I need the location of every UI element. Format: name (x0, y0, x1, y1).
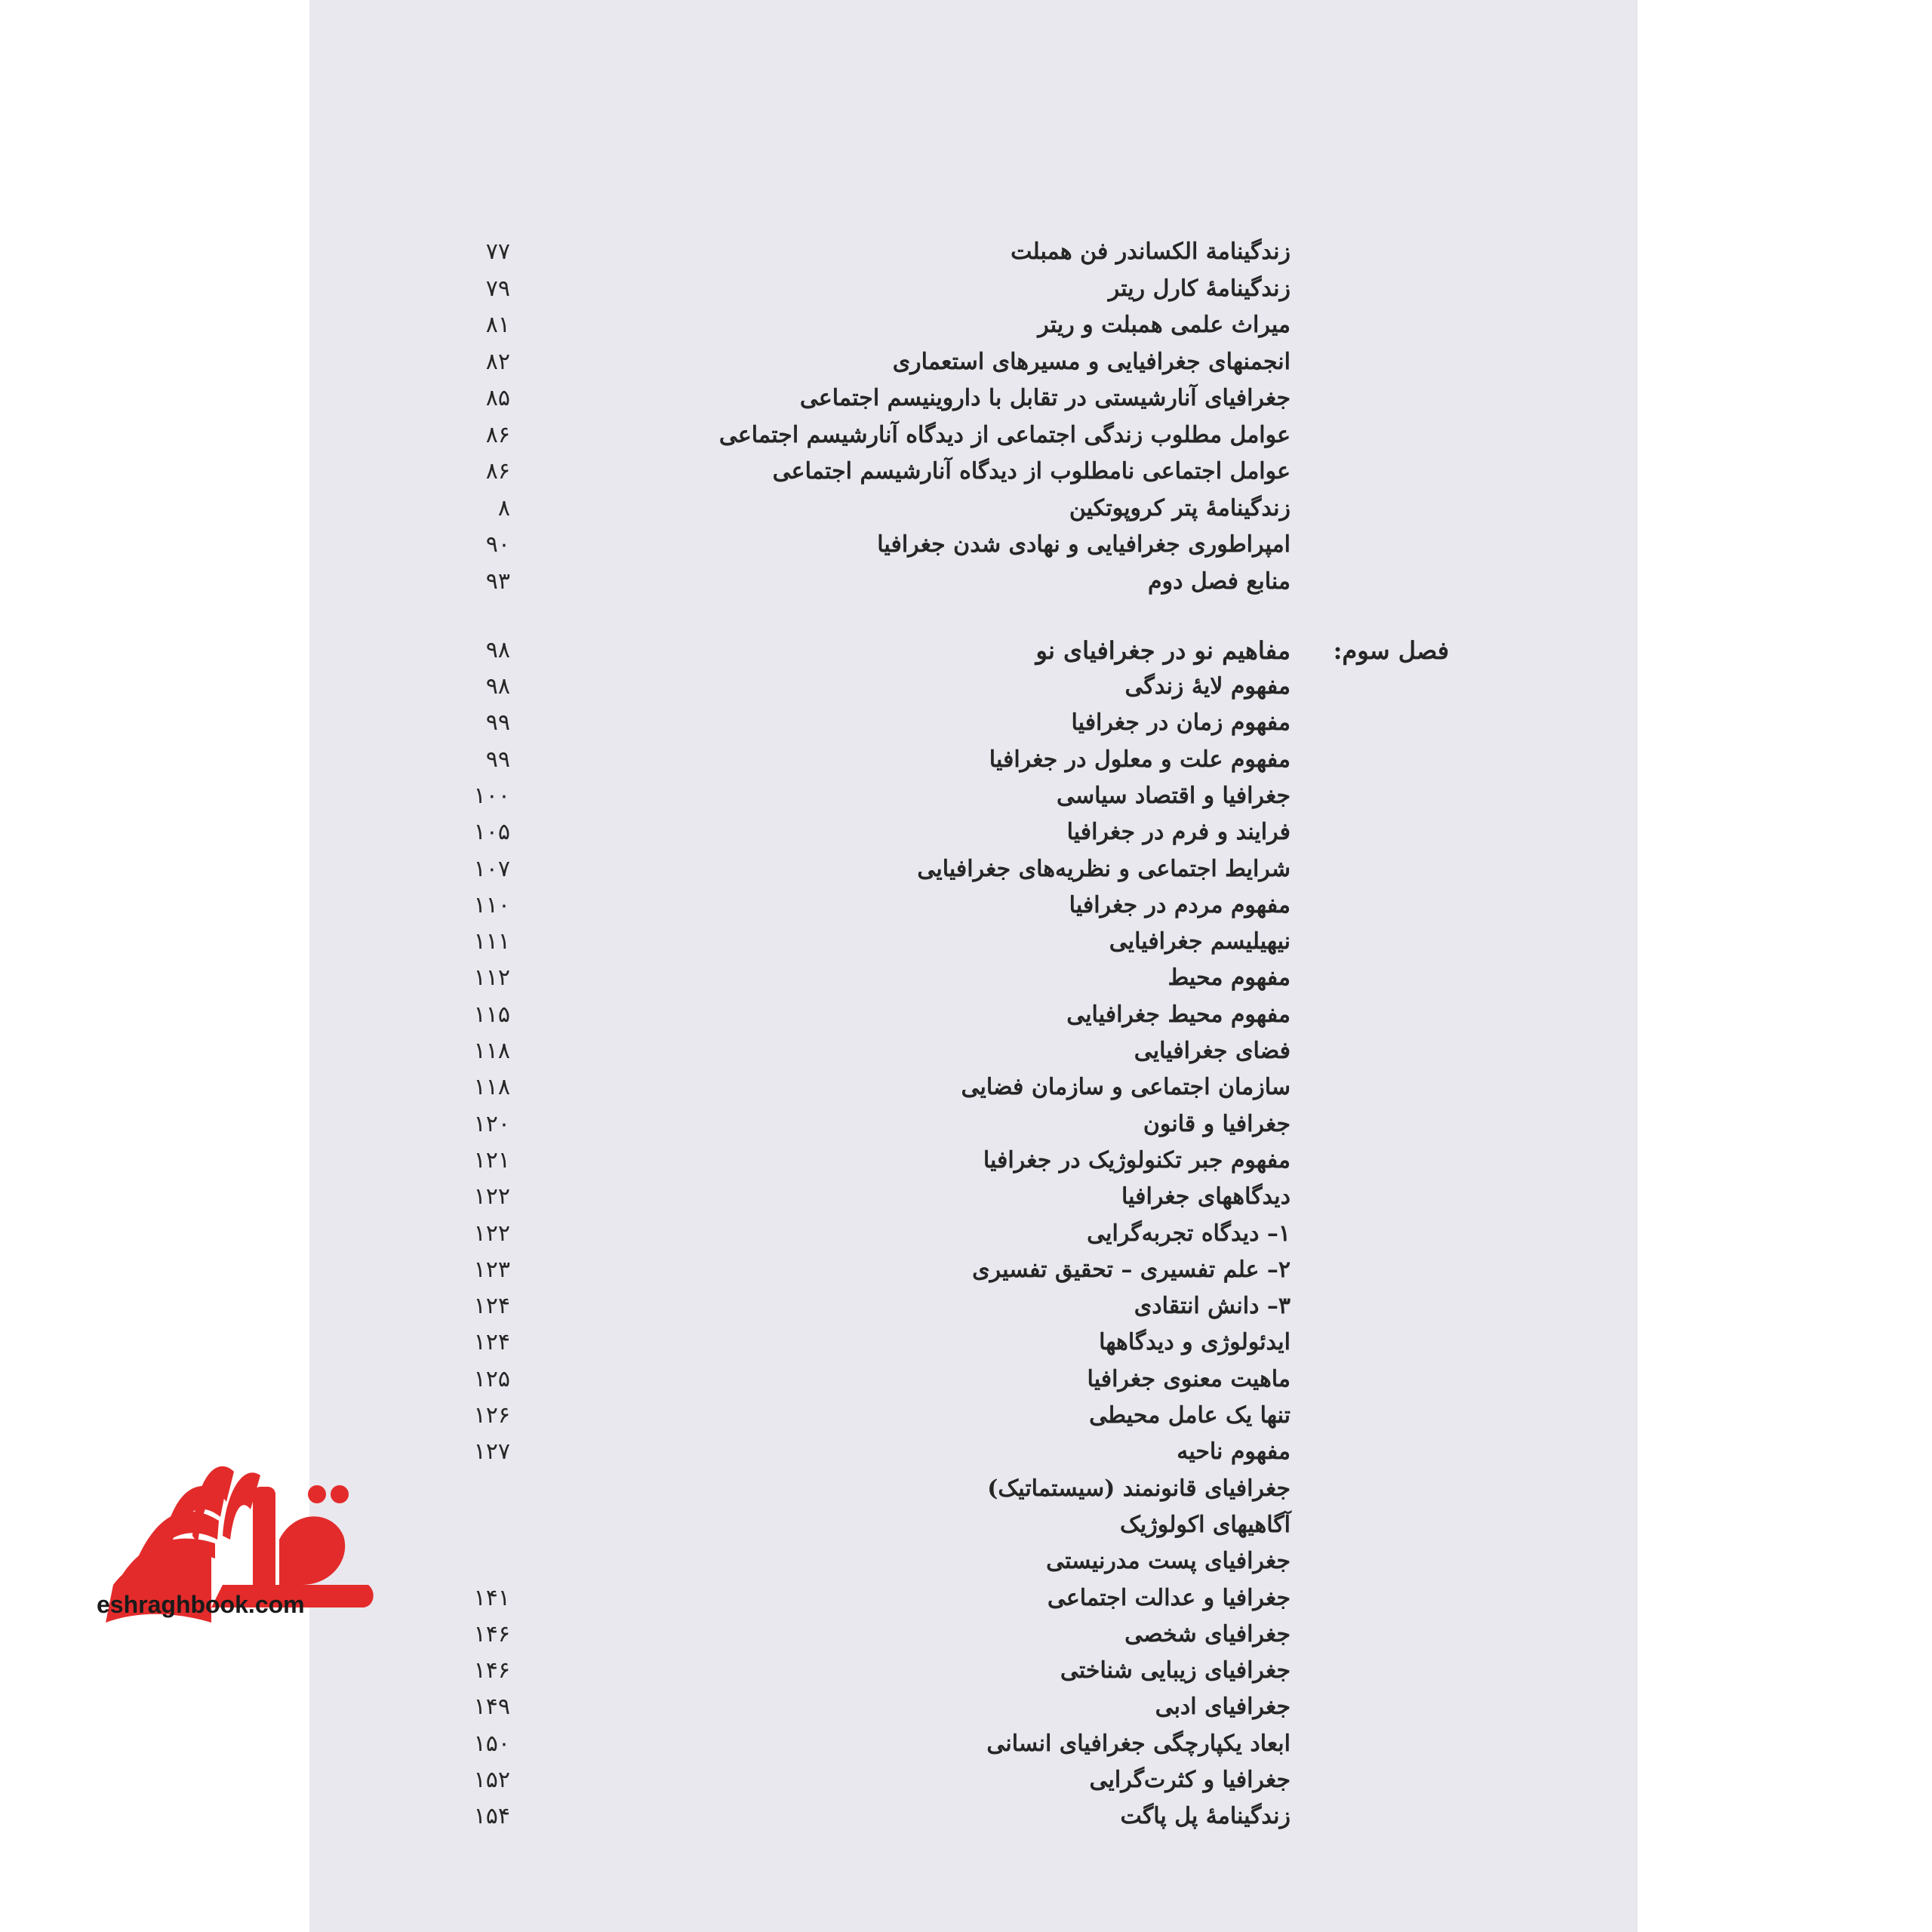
toc-entry-title: جغرافیای زیبایی شناختی (1060, 1657, 1291, 1684)
toc-entry-page-number: ۸۱ (485, 312, 510, 338)
toc-entry (0, 527, 1932, 563)
toc-entry (0, 924, 1932, 960)
toc-entry-page-number: ۱۰۵ (473, 819, 510, 846)
toc-entry (0, 380, 1932, 417)
toc-entry-title: سازمان اجتماعی و سازمان فضایی (961, 1074, 1291, 1101)
toc-entry-title: ابعاد یکپارچگی جغرافیای انسانی (986, 1730, 1291, 1757)
toc-entry (0, 417, 1932, 454)
toc-entry (0, 344, 1932, 380)
chapter-title: مفاهیم نو در جغرافیای نو (1035, 636, 1291, 665)
chapter-heading-row (0, 632, 1932, 669)
toc-entry (0, 1216, 1932, 1252)
toc-entry (0, 742, 1932, 778)
toc-entry-page-number: ۱۲۳ (473, 1256, 510, 1283)
toc-entry-title: منابع فصل دوم (1148, 568, 1291, 595)
toc-entry-title: عوامل اجتماعی نامطلوب از دیدگاه آنارشیسم اجتماعی (772, 458, 1291, 485)
toc-entry (0, 1798, 1932, 1835)
toc-entry-title: مفهوم جبر تکنولوژیک در جغرافیا (983, 1146, 1291, 1174)
toc-entry-page-number: ۱۰۰ (473, 782, 510, 809)
toc-entry-page-number: ۱۴۶ (473, 1620, 510, 1647)
toc-entry-page-number: ۱۴۹ (473, 1694, 510, 1721)
toc-entry (0, 271, 1932, 307)
toc-entry (0, 705, 1932, 741)
toc-entry-page-number: ۱۵۲ (473, 1767, 510, 1793)
toc-entry-page-number: ۹۸ (485, 673, 510, 700)
toc-entry-title: امپراطوری جغرافیایی و نهادی شدن جغرافیا (877, 531, 1291, 558)
toc-entry (0, 307, 1932, 343)
toc-entry (0, 1179, 1932, 1215)
toc-entry-page-number: ۸۶ (485, 458, 510, 485)
toc-entry-page-number: ۸۶ (485, 421, 510, 448)
toc-entry-title: زندگینامة الکساندر فن همبلت (1011, 238, 1291, 265)
toc-entry-page-number: ۹۰ (485, 531, 510, 558)
toc-entry-page-number: ۹۳ (485, 568, 510, 595)
toc-entry (0, 1726, 1932, 1762)
toc-entry-title: مفهوم محیط (1168, 964, 1291, 992)
chapter-page-number: ۹۸ (485, 637, 510, 663)
toc-entry-title: شرایط اجتماعی و نظریه‌های جغرافیایی (917, 855, 1291, 882)
toc-entry (0, 1106, 1932, 1143)
toc-entry (0, 1689, 1932, 1725)
toc-entry-page-number: ۱۲۷ (473, 1438, 510, 1466)
toc-entry (0, 669, 1932, 705)
toc-entry-title: مفهوم ناحیه (1177, 1438, 1291, 1466)
toc-entry-title: مفهوم محیط جغرافیایی (1066, 1001, 1291, 1028)
toc-entry-title: ماهیت معنوی جغرافیا (1087, 1365, 1291, 1392)
toc-entry (0, 234, 1932, 270)
toc-entry (0, 1033, 1932, 1069)
toc-entry-title: زندگینامهٔ پل پاگت (1120, 1803, 1291, 1830)
watermark-url: eshraghbook.com (97, 1591, 305, 1618)
toc-entry-title: ۲– علم تفسیری – تحقیق تفسیری (972, 1256, 1291, 1283)
toc-entry-title: مفهوم لایهٔ زندگی (1124, 673, 1291, 700)
toc-entry-page-number: ۸ (497, 494, 510, 521)
toc-entry-title: فرایند و فرم در جغرافیا (1066, 819, 1291, 846)
toc-entry-title: دیدگاههای جغرافیا (1121, 1183, 1291, 1211)
toc-entry-page-number: ۱۲۵ (473, 1365, 510, 1392)
toc-entry-title: فضای جغرافیایی (1134, 1038, 1291, 1064)
toc-entry-page-number: ۱۱۲ (473, 964, 510, 992)
toc-entry-title: جغرافیا و عدالت اجتماعی (1047, 1584, 1291, 1611)
toc-entry-page-number: ۱۲۰ (473, 1110, 510, 1137)
toc-entry (0, 851, 1932, 888)
toc-entry-page-number: ۱۵۴ (473, 1803, 510, 1830)
toc-entry (0, 1069, 1932, 1106)
toc-entry-page-number: ۷۹ (485, 275, 510, 302)
toc-entry-title: جغرافیای شخصی (1124, 1620, 1291, 1647)
toc-entry-page-number: ۱۲۱ (473, 1146, 510, 1174)
toc-entry (0, 960, 1932, 996)
toc-entry (0, 454, 1932, 490)
toc-entry (0, 778, 1932, 814)
toc-entry-page-number: ۱۲۴ (473, 1329, 510, 1356)
toc-entry-title: ۱– دیدگاه تجربه‌گرایی (1087, 1220, 1291, 1247)
toc-entry-page-number: ۱۲۴ (473, 1293, 510, 1320)
toc-entry-title: جغرافیا و قانون (1143, 1110, 1291, 1137)
toc-entry (0, 888, 1932, 924)
toc-entry-title: جغرافیای آنارشیستی در تقابل با داروینیسم اجتماعی (799, 385, 1291, 411)
toc-entry (0, 814, 1932, 851)
toc-entry-page-number: ۱۴۱ (473, 1584, 510, 1611)
toc-entry-page-number: ۱۱۸ (473, 1074, 510, 1101)
toc-entry-page-number: ۸۲ (485, 348, 510, 375)
toc-entry-page-number: ۱۲۶ (473, 1402, 510, 1429)
toc-entry-page-number: ۱۴۶ (473, 1657, 510, 1684)
toc-entry-title: جغرافیای پست مدرنیستی (1046, 1548, 1291, 1575)
toc-entry-title: ایدئولوژی و دیدگاهها (1099, 1329, 1291, 1356)
toc-entry-page-number: ۱۵۰ (473, 1730, 510, 1757)
toc-entry (0, 1252, 1932, 1288)
toc-entry-title: میراث علمی همبلت و ریتر (1038, 312, 1291, 338)
toc-entry (0, 491, 1932, 527)
toc-entry-title: مفهوم زمان در جغرافیا (1071, 709, 1291, 737)
toc-entry-page-number: ۷۷ (485, 238, 510, 265)
toc-entry-page-number: ۹۹ (485, 709, 510, 737)
toc-entry-title: زندگینامهٔ پتر کروپوتکین (1069, 494, 1291, 521)
toc-entry-title: مفهوم مردم در جغرافیا (1069, 891, 1291, 918)
toc-entry-page-number: ۹۹ (485, 746, 510, 773)
toc-entry-title: جغرافیای ادبی (1155, 1694, 1291, 1721)
toc-entry-title: جغرافیا و اقتصاد سیاسی (1057, 782, 1291, 809)
toc-entry-title: آگاهیهای اکولوژیک (1120, 1511, 1291, 1538)
toc-entry-title: جغرافیای قانونمند (سیستماتیک) (987, 1475, 1291, 1502)
toc-entry (0, 1361, 1932, 1398)
toc-entry-page-number: ۱۱۸ (473, 1038, 510, 1064)
toc-entry (0, 1143, 1932, 1179)
toc-entry (0, 564, 1932, 600)
toc-entry-page-number: ۱۱۱ (473, 928, 510, 955)
toc-entry-title: تنها یک عامل محیطی (1089, 1402, 1291, 1429)
toc-entry-page-number: ۱۱۰ (473, 891, 510, 918)
toc-entry (0, 997, 1932, 1033)
toc-entry-title: انجمنهای جغرافیایی و مسیرهای استعماری (892, 348, 1291, 375)
toc-entry (0, 1288, 1932, 1324)
toc-entry-title: مفهوم علت و معلول در جغرافیا (989, 746, 1291, 773)
toc-entry-page-number: ۱۱۵ (473, 1001, 510, 1028)
toc-entry-page-number: ۱۲۲ (473, 1183, 510, 1211)
toc-entry (0, 1762, 1932, 1798)
toc-entry-title: نیهیلیسم جغرافیایی (1109, 928, 1291, 955)
toc-entry-title: زندگینامهٔ کارل ریتر (1108, 275, 1291, 302)
toc-entry-page-number: ۱۰۷ (473, 855, 510, 882)
toc-entry-page-number: ۱۲۲ (473, 1220, 510, 1247)
toc-entry (0, 1324, 1932, 1361)
toc-entry-title: ۳– دانش انتقادی (1134, 1293, 1291, 1320)
chapter-label: فصل سوم: (1333, 636, 1449, 665)
toc-entry (0, 1653, 1932, 1689)
toc-entry-title: جغرافیا و کثرت‌گرایی (1089, 1767, 1291, 1793)
toc-entry-page-number: ۸۵ (485, 385, 510, 411)
toc-entry-title: عوامل مطلوب زندگی اجتماعی از دیدگاه آنارشیسم اجتماعی (718, 421, 1291, 448)
